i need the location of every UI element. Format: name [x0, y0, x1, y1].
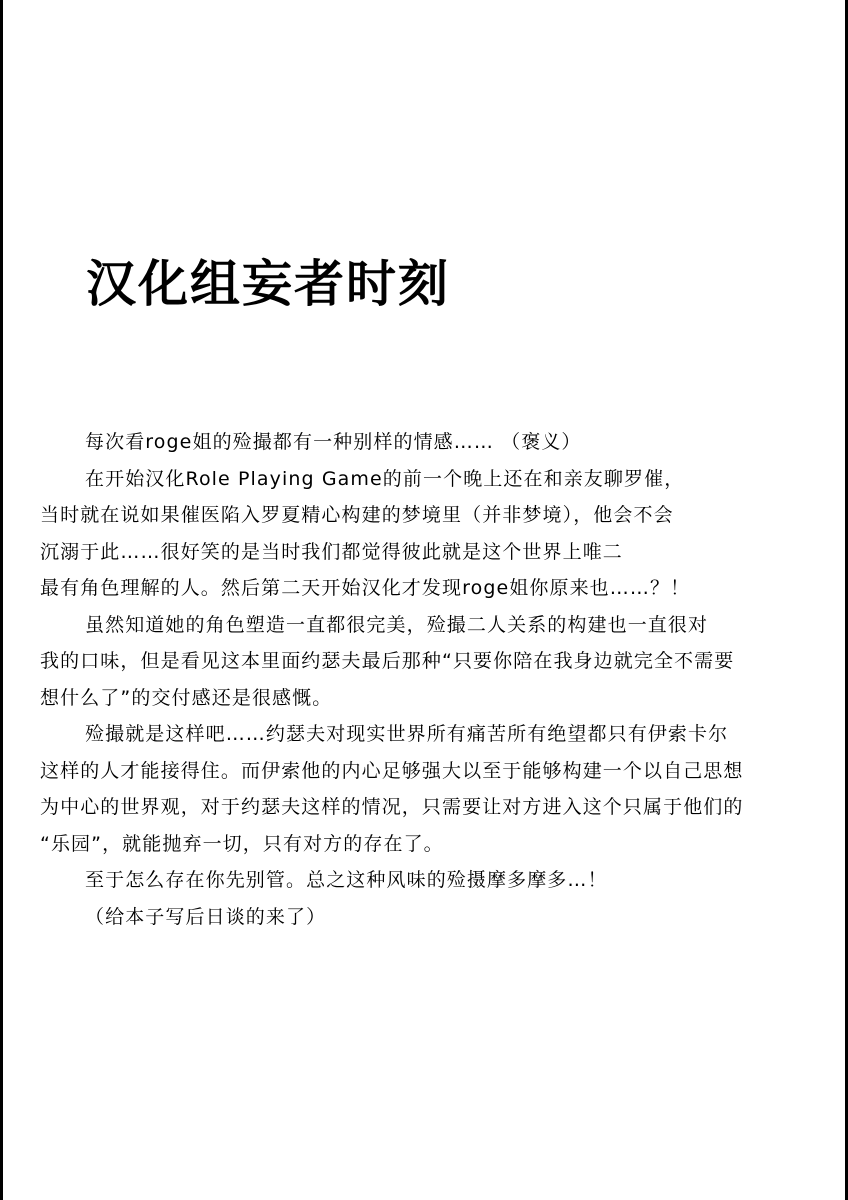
text-line: 沉溺于此……很好笑的是当时我们都觉得彼此就是这个世界上唯二 — [40, 540, 623, 563]
text-line: 我的口味，但是看见这本里面约瑟夫最后那种“只要你陪在我身边就完全不需要 — [40, 650, 735, 672]
text-line: 为中心的世界观，对于约瑟夫这样的情况，只需要让对方进入这个只属于他们的 — [40, 796, 744, 818]
text-line: 最有角色理解的人。然后第二天开始汉化才发现roge姐你原来也……？！ — [40, 577, 691, 599]
text-line: 至于怎么存在你先别管。总之这种风味的殓摄摩多摩多…！ — [85, 869, 608, 891]
text-line: “乐园”，就能抛弃一切，只有对方的存在了。 — [40, 832, 444, 855]
afterword-body — [40, 424, 820, 935]
text-line: （给本子写后日谈的来了） — [85, 905, 327, 928]
page-title: 汉化组妄者时刻 — [86, 255, 450, 313]
text-line: 每次看roge姐的殓撮都有一种别样的情感…… （褒义） — [85, 431, 582, 453]
text-line: 想什么了”的交付感还是很感慨。 — [40, 686, 333, 709]
text-line: 虽然知道她的角色塑造一直都很完美，殓撮二人关系的构建也一直很对 — [85, 613, 709, 636]
text-line: 在开始汉化Role Playing Game的前一个晚上还在和亲友聊罗催， — [85, 467, 685, 490]
text-line: 这样的人才能接得住。而伊索他的内心足够强大以至于能够构建一个以自己思想 — [40, 759, 744, 782]
left-border — [0, 0, 3, 1200]
text-line: 当时就在说如果催医陷入罗夏精心构建的梦境里（并非梦境），他会不会 — [40, 504, 674, 526]
text-line: 殓撮就是这样吧……约瑟夫对现实世界所有痛苦所有绝望都只有伊索卡尔 — [85, 723, 729, 745]
